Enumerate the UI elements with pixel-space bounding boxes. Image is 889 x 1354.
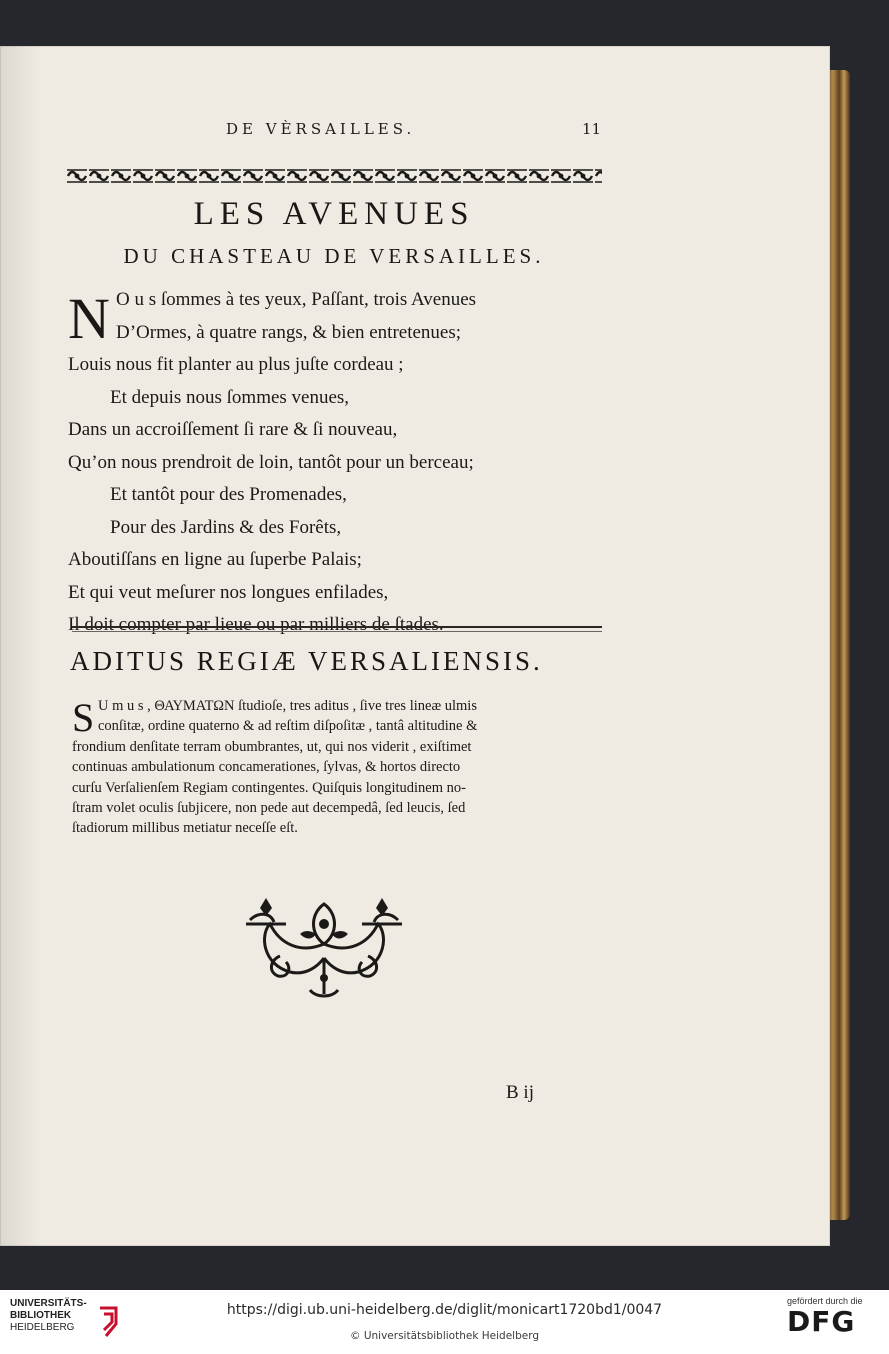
poem-line: Il doit compter par lieue ou par milliers de ſtades. — [68, 614, 444, 635]
poem-subtitle: DU CHASTEAU DE VERSAILLES. — [123, 244, 545, 268]
library-name-line: UNIVERSITÄTS- — [10, 1298, 87, 1309]
latin-line: conſitæ, ordine quaterno & ad reſtim diſpoſitæ , tantâ altitudine & — [98, 718, 478, 735]
dfg-logo: DFG — [787, 1305, 856, 1338]
viewer-footer — [0, 1290, 889, 1354]
poem-title: LES AVENUES — [193, 196, 475, 232]
latin-drop-cap: S — [72, 695, 95, 740]
latin-paragraph — [72, 696, 604, 839]
ornament-band — [66, 166, 602, 186]
library-name-line: BIBLIOTHEK — [10, 1310, 72, 1321]
signature-mark: B ij — [506, 1082, 534, 1103]
latin-line: frondium denſitate terram obumbrantes, ut, qui nos viderit , exiſtimet — [72, 738, 472, 755]
funder-label: gefördert durch die — [787, 1296, 863, 1306]
dfg-funder-logo[interactable] — [787, 1296, 877, 1338]
latin-title: ADITUS REGIÆ VERSALIENSIS. — [70, 646, 543, 676]
poem-line: Dans un accroiſſement ſi rare & ſi nouveau, — [68, 419, 398, 440]
book-page — [0, 46, 830, 1246]
page-number: 11 — [582, 120, 602, 138]
poem-line: Aboutiſſans en ligne au ſuperbe Palais; — [68, 549, 362, 570]
poem-line: D’Ormes, à quatre rangs, & bien entretenues; — [116, 321, 462, 343]
latin-line: ſtadiorum millibus metiatur neceſſe eſt. — [72, 820, 298, 837]
poem-verse — [68, 284, 608, 642]
latin-line: continuas ambulationum concamerationes, ſylvas, & hortos directo — [72, 759, 461, 776]
poem-line: Et qui veut meſurer nos longues enfilades, — [68, 581, 389, 603]
poem-line: Louis nous fit planter au plus juſte cordeau ; — [68, 354, 404, 375]
section-rule-thin — [72, 631, 602, 632]
poem-line: Et tantôt pour des Promenades, — [110, 484, 347, 505]
latin-line: curſu Verſalienſem Regiam contingentes. Quiſquis longitudinem no- — [72, 779, 466, 796]
tailpiece-ornament-icon — [240, 894, 408, 1004]
latin-line: U m u s , ΘΑΥΜΑΤΩΝ ſtudioſe, tres aditus , ſive tres lineæ ulmis — [98, 698, 477, 714]
poem-drop-cap: N — [68, 286, 110, 351]
running-head: DE VÈRSAILLES. — [226, 120, 416, 138]
library-name-line: HEIDELBERG — [10, 1322, 75, 1333]
permalink-url[interactable]: https://digi.ub.uni-heidelberg.de/diglit/monicart1720bd1/0047 — [226, 1302, 663, 1318]
poem-line: Qu’on nous prendroit de loin, tantôt pour un berceau; — [68, 451, 474, 473]
section-rule — [72, 626, 602, 628]
poem-line: Et depuis nous ſommes venues, — [110, 386, 350, 408]
poem-line: O u s ſommes à tes yeux, Paſſant, trois Avenues — [116, 289, 477, 310]
poem-line: Pour des Jardins & des Forêts, — [110, 516, 342, 538]
copyright-notice: © Universitätsbibliothek Heidelberg — [349, 1330, 539, 1342]
latin-line: ſtram volet oculis ſubjicere, non pede aut decempedâ, ſed leucis, ſed — [72, 799, 466, 816]
